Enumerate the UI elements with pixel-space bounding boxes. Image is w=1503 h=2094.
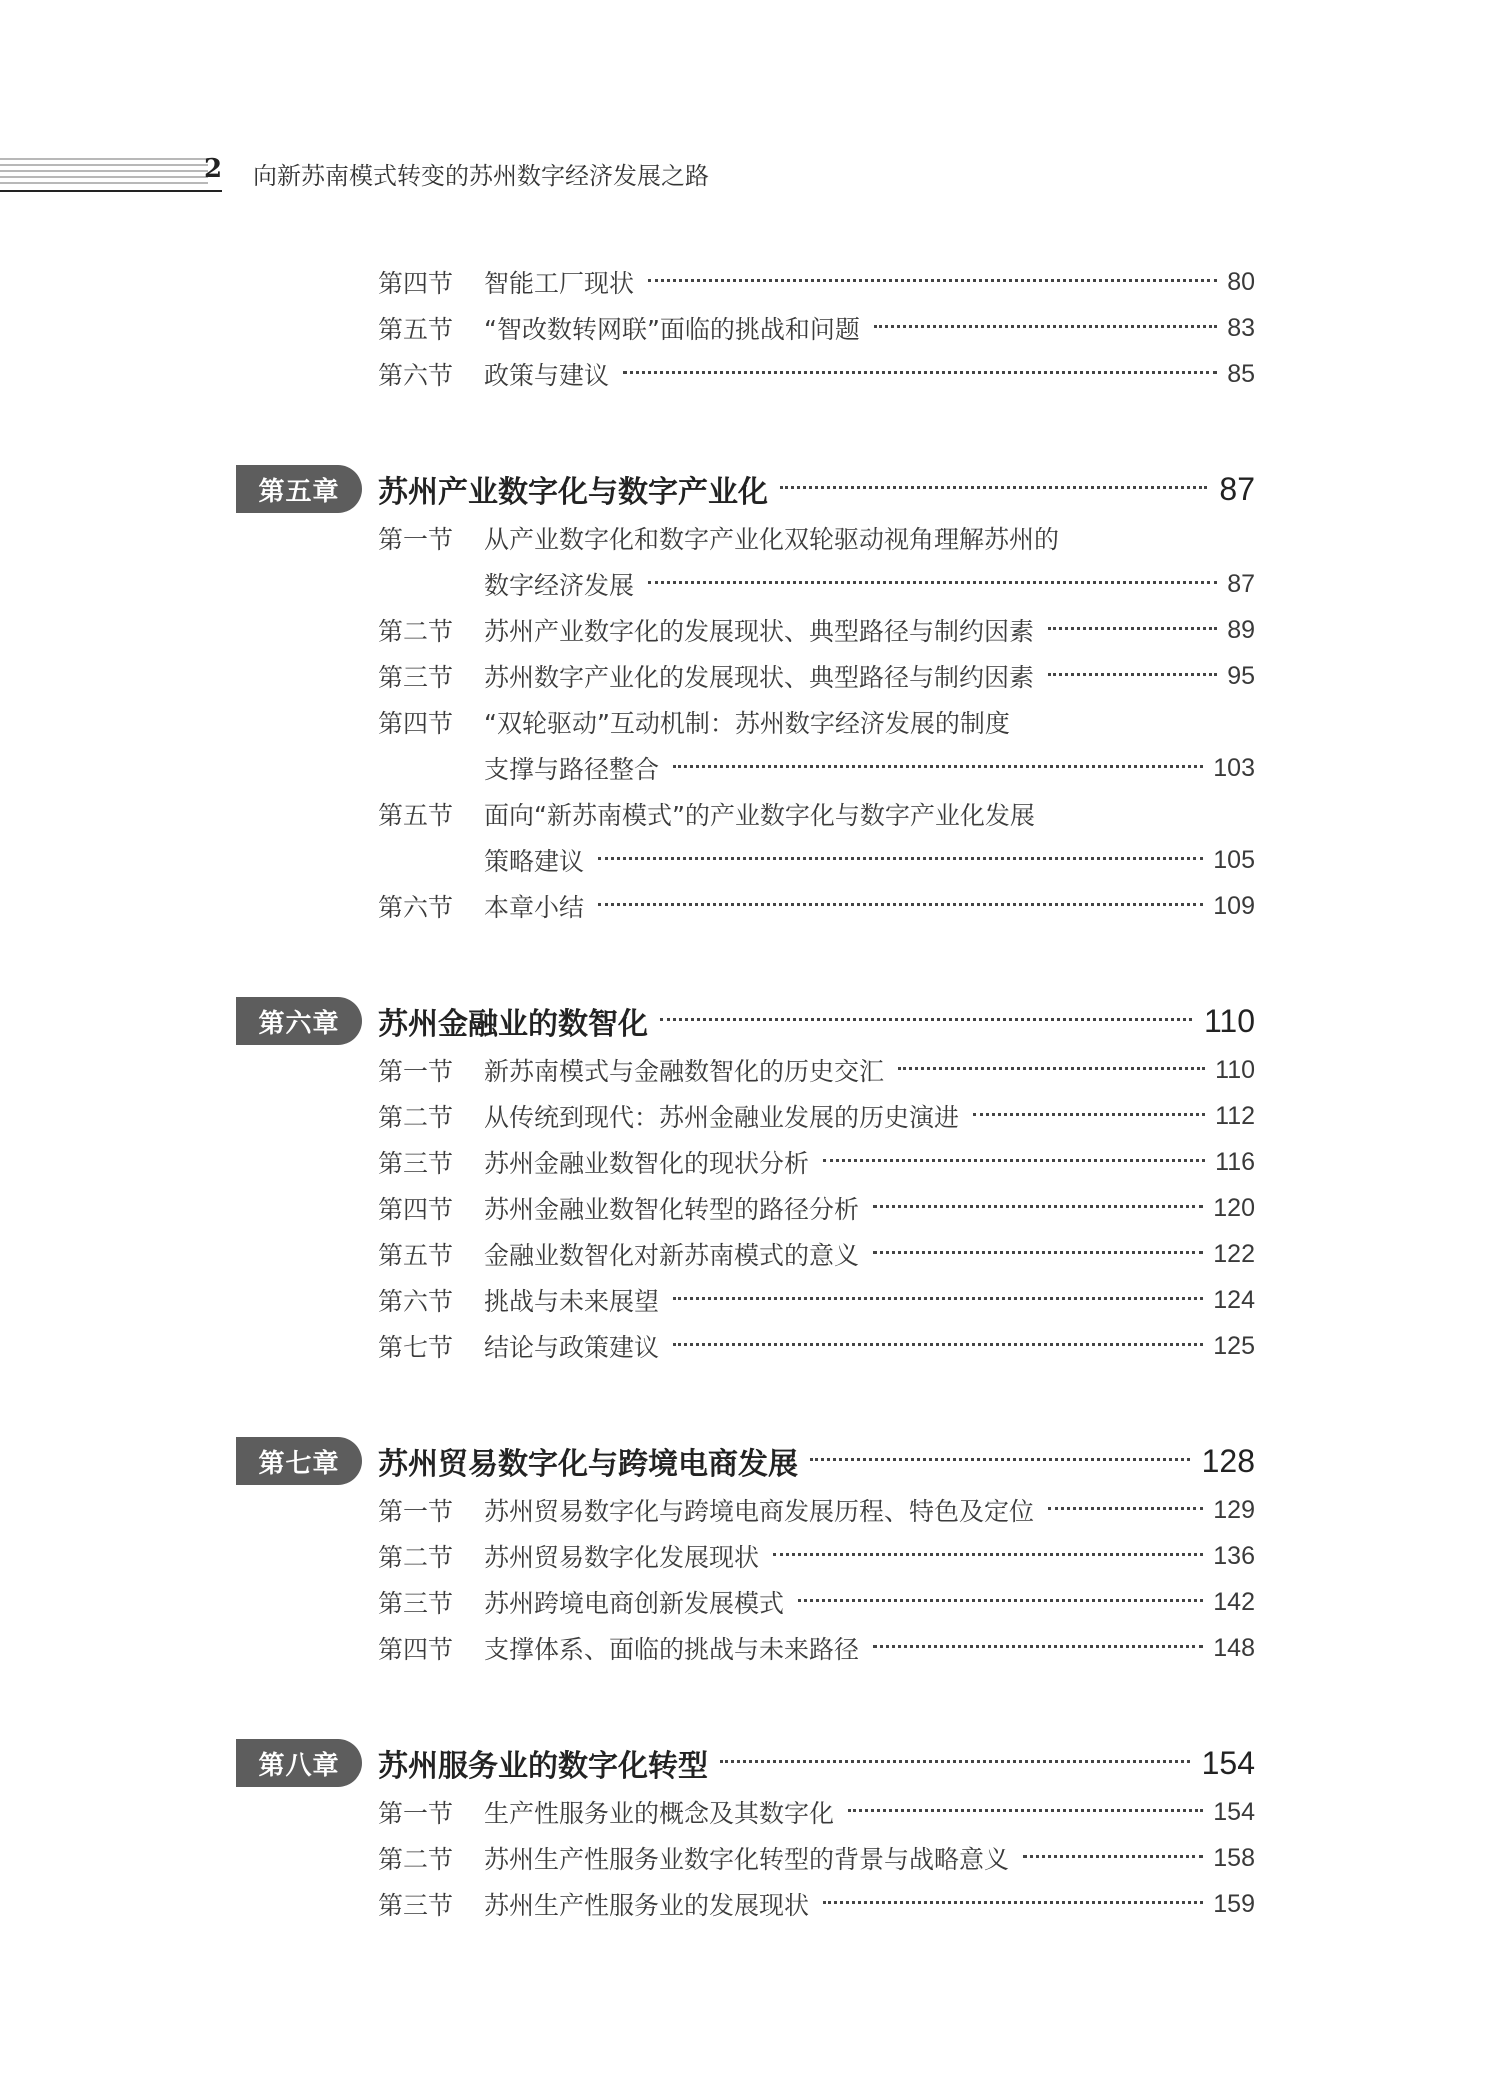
chapter-title: 苏州服务业的数字化转型: [378, 1749, 708, 1784]
section-page: 105: [1213, 845, 1255, 874]
section-title: 苏州金融业数智化的现状分析: [484, 1149, 810, 1178]
toc-section[interactable]: [378, 1838, 1255, 1878]
section-title: 新苏南模式与金融数智化的历史交汇: [484, 1057, 885, 1086]
dot-leader: [648, 581, 1217, 584]
dot-leader: [798, 1599, 1203, 1602]
toc-section[interactable]: [378, 610, 1255, 650]
section-title: “智改数转网联”面临的挑战和问题: [484, 315, 860, 344]
toc-section-continued[interactable]: [378, 748, 1255, 788]
section-number: 第三节: [378, 1589, 454, 1618]
chapter-title: 苏州贸易数字化与跨境电商发展: [378, 1447, 798, 1482]
toc-section[interactable]: [378, 886, 1255, 926]
section-page: 154: [1213, 1797, 1255, 1826]
section-page: 142: [1213, 1587, 1255, 1616]
section-title: 苏州生产性服务业的发展现状: [484, 1891, 810, 1920]
section-page: 120: [1213, 1193, 1255, 1222]
toc-section[interactable]: [378, 1792, 1255, 1832]
dot-leader: [898, 1067, 1205, 1070]
section-number: 第一节: [378, 1497, 454, 1526]
chapter-badge: 第八章: [236, 1739, 362, 1787]
dot-leader: [973, 1113, 1205, 1116]
toc-section[interactable]: [378, 1050, 1255, 1090]
header-rule: [0, 190, 222, 192]
section-number: 第四节: [378, 709, 454, 738]
section-page: 80: [1227, 267, 1255, 296]
section-page: 124: [1213, 1285, 1255, 1314]
section-number: 第一节: [378, 1057, 454, 1086]
section-title: 政策与建议: [484, 361, 610, 390]
section-number: 第三节: [378, 1891, 454, 1920]
toc-section[interactable]: [378, 1096, 1255, 1136]
section-number: 第三节: [378, 1149, 454, 1178]
dot-leader: [1048, 1507, 1203, 1510]
section-number: 第四节: [378, 1635, 454, 1664]
toc-section-continued[interactable]: [378, 840, 1255, 880]
dot-leader: [1023, 1855, 1203, 1858]
section-page: 95: [1227, 661, 1255, 690]
page-number: 2: [204, 154, 223, 184]
dot-leader: [823, 1901, 1203, 1904]
section-page: 85: [1227, 359, 1255, 388]
section-number: 第二节: [378, 1543, 454, 1572]
toc-section[interactable]: [378, 1234, 1255, 1274]
section-title: 苏州产业数字化的发展现状、典型路径与制约因素: [484, 617, 1035, 646]
section-number: 第四节: [378, 269, 454, 298]
chapter-title: 苏州产业数字化与数字产业化: [378, 475, 768, 510]
section-number: 第一节: [378, 525, 454, 554]
toc-section[interactable]: [378, 1536, 1255, 1576]
dot-leader: [623, 371, 1217, 374]
toc-section[interactable]: [378, 1326, 1255, 1366]
dot-leader: [660, 1018, 1192, 1021]
toc-chapter[interactable]: [236, 464, 1255, 514]
toc-section[interactable]: [378, 308, 1255, 348]
dot-leader: [1048, 673, 1217, 676]
section-title: 挑战与未来展望: [484, 1287, 660, 1316]
chapter-page: 110: [1203, 1002, 1255, 1039]
toc-chapter[interactable]: [236, 996, 1255, 1046]
dot-leader: [873, 1645, 1203, 1648]
section-title: 苏州贸易数字化发展现状: [484, 1543, 760, 1572]
section-title: 苏州数字产业化的发展现状、典型路径与制约因素: [484, 663, 1035, 692]
toc-section[interactable]: [378, 1142, 1255, 1182]
dot-leader: [810, 1458, 1190, 1461]
chapter-page: 128: [1201, 1442, 1255, 1479]
section-number: 第一节: [378, 1799, 454, 1828]
section-title: 智能工厂现状: [484, 269, 635, 298]
section-page: 129: [1213, 1495, 1255, 1524]
section-title: 苏州金融业数智化转型的路径分析: [484, 1195, 860, 1224]
section-title: 支撑与路径整合: [484, 755, 660, 784]
section-number: 第六节: [378, 361, 454, 390]
section-number: 第五节: [378, 315, 454, 344]
section-page: 87: [1227, 569, 1255, 598]
section-title: 苏州生产性服务业数字化转型的背景与战略意义: [484, 1845, 1010, 1874]
toc-section[interactable]: [378, 1582, 1255, 1622]
dot-leader: [1048, 627, 1217, 630]
chapter-page: 87: [1219, 470, 1255, 507]
section-page: 110: [1215, 1055, 1255, 1084]
dot-leader: [823, 1159, 1205, 1162]
toc-section[interactable]: [378, 262, 1255, 302]
section-title: 从传统到现代：苏州金融业发展的历史演进: [484, 1103, 960, 1132]
section-page: 109: [1213, 891, 1255, 920]
section-number: 第六节: [378, 1287, 454, 1316]
dot-leader: [720, 1760, 1190, 1763]
dot-leader: [648, 279, 1217, 282]
dot-leader: [598, 903, 1203, 906]
book-title: 向新苏南模式转变的苏州数字经济发展之路: [253, 162, 709, 190]
section-number: 第三节: [378, 663, 454, 692]
toc-chapter[interactable]: [236, 1738, 1255, 1788]
section-page: 83: [1227, 313, 1255, 342]
section-page: 89: [1227, 615, 1255, 644]
dot-leader: [673, 1297, 1203, 1300]
section-title-line1: 面向“新苏南模式”的产业数字化与数字产业化发展: [484, 801, 1035, 830]
toc-section-continued[interactable]: [378, 564, 1255, 604]
section-title: 金融业数智化对新苏南模式的意义: [484, 1241, 860, 1270]
chapter-badge: 第七章: [236, 1437, 362, 1485]
toc-chapter[interactable]: [236, 1436, 1255, 1486]
section-title-line1: 从产业数字化和数字产业化双轮驱动视角理解苏州的: [484, 525, 1060, 554]
section-title: 苏州贸易数字化与跨境电商发展历程、特色及定位: [484, 1497, 1035, 1526]
section-page: 122: [1213, 1239, 1255, 1268]
section-page: 103: [1213, 753, 1255, 782]
section-number: 第七节: [378, 1333, 454, 1362]
section-page: 158: [1213, 1843, 1255, 1872]
chapter-page: 154: [1201, 1744, 1255, 1781]
section-title: 数字经济发展: [484, 571, 635, 600]
dot-leader: [673, 1343, 1203, 1346]
toc-section[interactable]: [378, 354, 1255, 394]
chapter-badge: 第五章: [236, 465, 362, 513]
section-page: 116: [1215, 1147, 1255, 1176]
toc-section[interactable]: [378, 1628, 1255, 1668]
section-title: 生产性服务业的概念及其数字化: [484, 1799, 835, 1828]
section-title: 支撑体系、面临的挑战与未来路径: [484, 1635, 860, 1664]
section-title: 策略建议: [484, 847, 585, 876]
section-title: 本章小结: [484, 893, 585, 922]
section-number: 第五节: [378, 1241, 454, 1270]
section-number: 第二节: [378, 617, 454, 646]
section-number: 第六节: [378, 893, 454, 922]
dot-leader: [773, 1553, 1203, 1556]
dot-leader: [874, 325, 1217, 328]
toc-section[interactable]: [378, 1490, 1255, 1530]
chapter-title: 苏州金融业的数智化: [378, 1007, 648, 1042]
dot-leader: [673, 765, 1203, 768]
section-title: 苏州跨境电商创新发展模式: [484, 1589, 785, 1618]
section-number: 第二节: [378, 1845, 454, 1874]
running-header: [0, 148, 1503, 204]
section-page: 136: [1213, 1541, 1255, 1570]
toc-section[interactable]: [378, 1188, 1255, 1228]
section-title: 结论与政策建议: [484, 1333, 660, 1362]
section-number: 第五节: [378, 801, 454, 830]
section-page: 148: [1213, 1633, 1255, 1662]
header-decorative-lines: [0, 158, 208, 192]
chapter-badge: 第六章: [236, 997, 362, 1045]
section-number: 第四节: [378, 1195, 454, 1224]
dot-leader: [873, 1205, 1203, 1208]
section-title-line1: “双轮驱动”互动机制：苏州数字经济发展的制度: [484, 709, 1010, 738]
dot-leader: [598, 857, 1203, 860]
toc-section[interactable]: [378, 656, 1255, 696]
section-page: 159: [1213, 1889, 1255, 1918]
toc-section[interactable]: [378, 518, 1255, 558]
section-page: 125: [1213, 1331, 1255, 1360]
toc-section[interactable]: [378, 1884, 1255, 1924]
section-page: 112: [1215, 1101, 1255, 1130]
dot-leader: [873, 1251, 1203, 1254]
toc-section[interactable]: [378, 1280, 1255, 1320]
dot-leader: [780, 486, 1207, 489]
toc-section[interactable]: [378, 794, 1255, 834]
dot-leader: [848, 1809, 1203, 1812]
toc-section[interactable]: [378, 702, 1255, 742]
section-number: 第二节: [378, 1103, 454, 1132]
